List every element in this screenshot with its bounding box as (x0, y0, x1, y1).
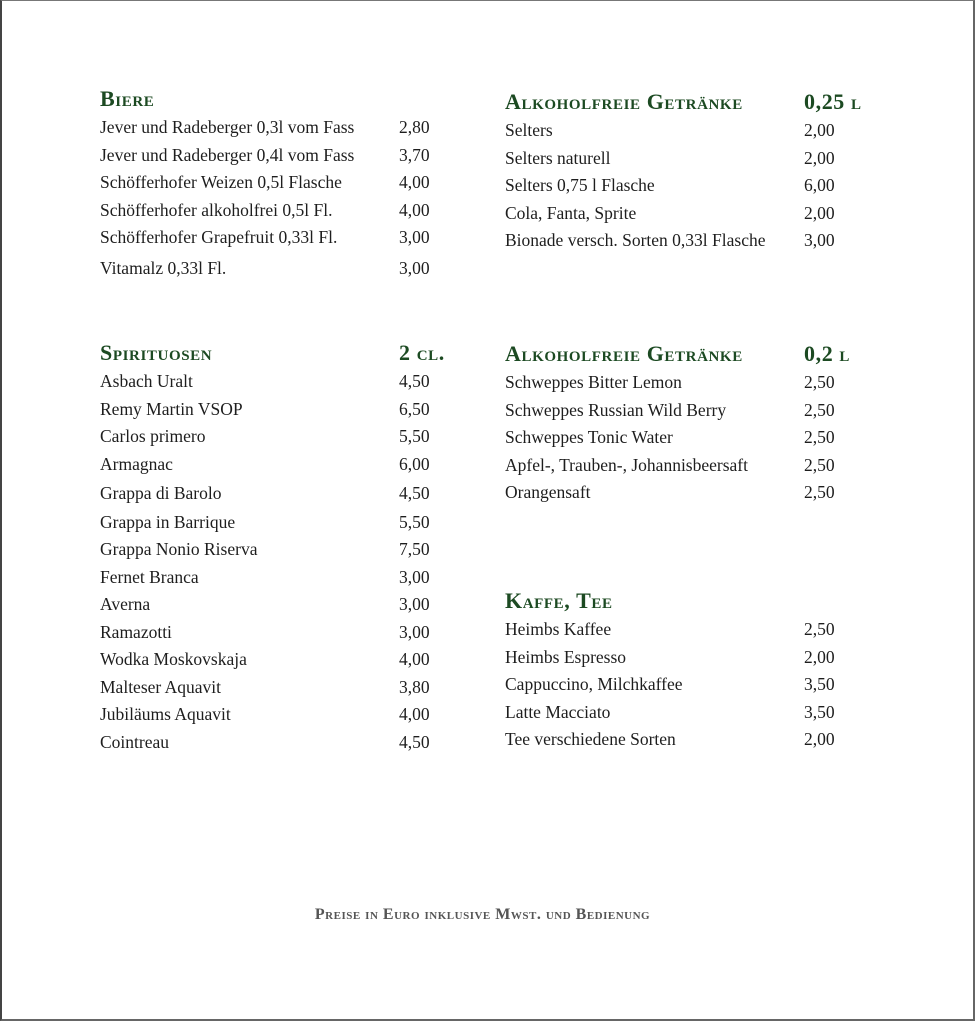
item-name: Selters (505, 120, 553, 140)
section-title: Alkoholfreie Getränke (505, 89, 743, 114)
item-name: Malteser Aquavit (100, 676, 222, 697)
item-price: 3,50 (804, 701, 835, 722)
item-price: 7,50 (399, 539, 430, 559)
menu-item (505, 699, 885, 727)
menu-item (100, 646, 460, 674)
item-name: Schöfferhofer alkoholfrei 0,5l Fl. (100, 199, 333, 220)
menu-item (505, 644, 885, 672)
item-price: 3,00 (399, 257, 430, 278)
item-price: 3,00 (399, 621, 430, 642)
menu-item (100, 396, 460, 424)
menu-item (100, 536, 460, 564)
menu-item (100, 451, 460, 479)
menu-item (100, 674, 460, 702)
item-name: Ramazotti (100, 621, 172, 642)
item-name: Schweppes Bitter Lemon (505, 372, 682, 392)
item-name: Latte Macciato (505, 701, 611, 722)
menu-item (100, 480, 460, 508)
item-price: 4,50 (399, 371, 430, 391)
menu-item (505, 369, 885, 397)
item-price: 4,00 (399, 649, 430, 669)
item-price: 2,00 (804, 202, 835, 223)
item-name: Heimbs Espresso (505, 646, 627, 667)
menu-item (505, 479, 885, 507)
menu-item (100, 591, 460, 619)
item-name: Jever und Radeberger 0,3l vom Fass (100, 117, 355, 137)
item-name: Tee verschiedene Sorten (505, 729, 676, 749)
menu-item (505, 145, 885, 173)
section-kaffee-tee (505, 588, 885, 754)
item-name: Vitamalz 0,33l Fl. (100, 257, 227, 278)
menu-item (100, 564, 460, 592)
section-title: Biere (100, 86, 155, 111)
menu-item (505, 200, 885, 228)
item-price: 6,00 (804, 175, 835, 195)
section-unit: 0,25 l (804, 89, 862, 114)
item-name: Asbach Uralt (100, 371, 193, 391)
menu-item (100, 423, 460, 451)
item-price: 3,00 (399, 227, 430, 247)
section-biere (100, 86, 460, 282)
item-price: 4,00 (399, 704, 430, 724)
item-name: Bionade versch. Sorten 0,33l Flasche (505, 230, 766, 250)
item-name: Jever und Radeberger 0,4l vom Fass (100, 144, 355, 165)
item-name: Selters 0,75 l Flasche (505, 175, 655, 195)
item-name: Carlos primero (100, 426, 206, 446)
item-price: 2,50 (804, 399, 835, 420)
item-price: 2,50 (804, 454, 835, 475)
item-price: 4,50 (399, 483, 430, 503)
item-price: 4,50 (399, 731, 430, 752)
menu-item (100, 142, 460, 170)
item-name: Schöfferhofer Weizen 0,5l Flasche (100, 172, 342, 192)
section-header (100, 340, 460, 366)
item-price: 2,00 (804, 729, 835, 749)
menu-item (505, 172, 885, 200)
item-price: 2,50 (804, 619, 835, 639)
item-price: 3,80 (399, 676, 430, 697)
menu-item (100, 197, 460, 225)
item-name: Jubiläums Aquavit (100, 704, 231, 724)
section-unit: 2 cl. (399, 340, 445, 365)
item-price: 2,00 (804, 646, 835, 667)
section-header (100, 86, 460, 112)
item-price: 2,50 (804, 482, 835, 502)
section-title: Alkoholfreie Getränke (505, 341, 743, 366)
item-price: 3,50 (804, 674, 835, 694)
item-name: Armagnac (100, 453, 173, 474)
item-name: Cappuccino, Milchkaffee (505, 674, 683, 694)
menu-item (100, 509, 460, 537)
footer-note: Preise in Euro inklusive Mwst. und Bedienung (314, 906, 651, 923)
item-price: 3,00 (399, 566, 430, 587)
menu-item (100, 169, 460, 197)
item-price: 2,50 (804, 427, 835, 447)
menu-item (505, 397, 885, 425)
section-alkoholfrei-025 (505, 89, 885, 255)
menu-item (505, 671, 885, 699)
item-price: 6,50 (399, 398, 430, 419)
item-name: Schweppes Russian Wild Berry (505, 399, 727, 420)
item-price: 2,80 (399, 117, 430, 137)
menu-item (505, 726, 885, 754)
item-name: Schweppes Tonic Water (505, 427, 673, 447)
menu-item (505, 227, 885, 255)
item-name: Remy Martin VSOP (100, 398, 243, 419)
item-price: 5,50 (399, 426, 430, 446)
item-name: Grappa Nonio Riserva (100, 539, 258, 559)
menu-item (505, 424, 885, 452)
item-price: 3,70 (399, 144, 430, 165)
menu-item (505, 616, 885, 644)
menu-item (505, 452, 885, 480)
item-price: 5,50 (399, 511, 430, 532)
menu-item (100, 729, 460, 757)
item-name: Cointreau (100, 731, 170, 752)
section-spirituosen (100, 340, 460, 756)
item-price: 6,00 (399, 453, 430, 474)
item-price: 2,00 (804, 147, 835, 168)
item-name: Wodka Moskovskaja (100, 649, 247, 669)
menu-item (100, 224, 460, 252)
section-unit: 0,2 l (804, 341, 851, 366)
item-price: 2,00 (804, 120, 835, 140)
section-title: Spirituosen (100, 340, 213, 365)
item-price: 4,00 (399, 199, 430, 220)
section-header (505, 341, 885, 367)
item-name: Heimbs Kaffee (505, 619, 612, 639)
item-price: 3,00 (804, 230, 835, 250)
menu-item (100, 114, 460, 142)
item-name: Cola, Fanta, Sprite (505, 202, 637, 223)
menu-item (100, 255, 460, 283)
item-price: 2,50 (804, 372, 835, 392)
menu-item (100, 701, 460, 729)
section-header (505, 588, 885, 614)
item-name: Grappa di Barolo (100, 483, 222, 503)
menu-item (100, 368, 460, 396)
item-name: Averna (100, 594, 151, 614)
section-alkoholfrei-02 (505, 341, 885, 507)
item-name: Schöfferhofer Grapefruit 0,33l Fl. (100, 227, 338, 247)
item-name: Grappa in Barrique (100, 511, 236, 532)
item-name: Apfel-, Trauben-, Johannisbeersaft (505, 454, 749, 475)
item-name: Selters naturell (505, 147, 611, 168)
item-name: Fernet Branca (100, 566, 199, 587)
item-price: 3,00 (399, 594, 430, 614)
section-title: Kaffe, Tee (505, 588, 613, 613)
item-name: Orangensaft (505, 482, 591, 502)
item-price: 4,00 (399, 172, 430, 192)
section-header (505, 89, 885, 115)
menu-item (100, 619, 460, 647)
menu-item (505, 117, 885, 145)
